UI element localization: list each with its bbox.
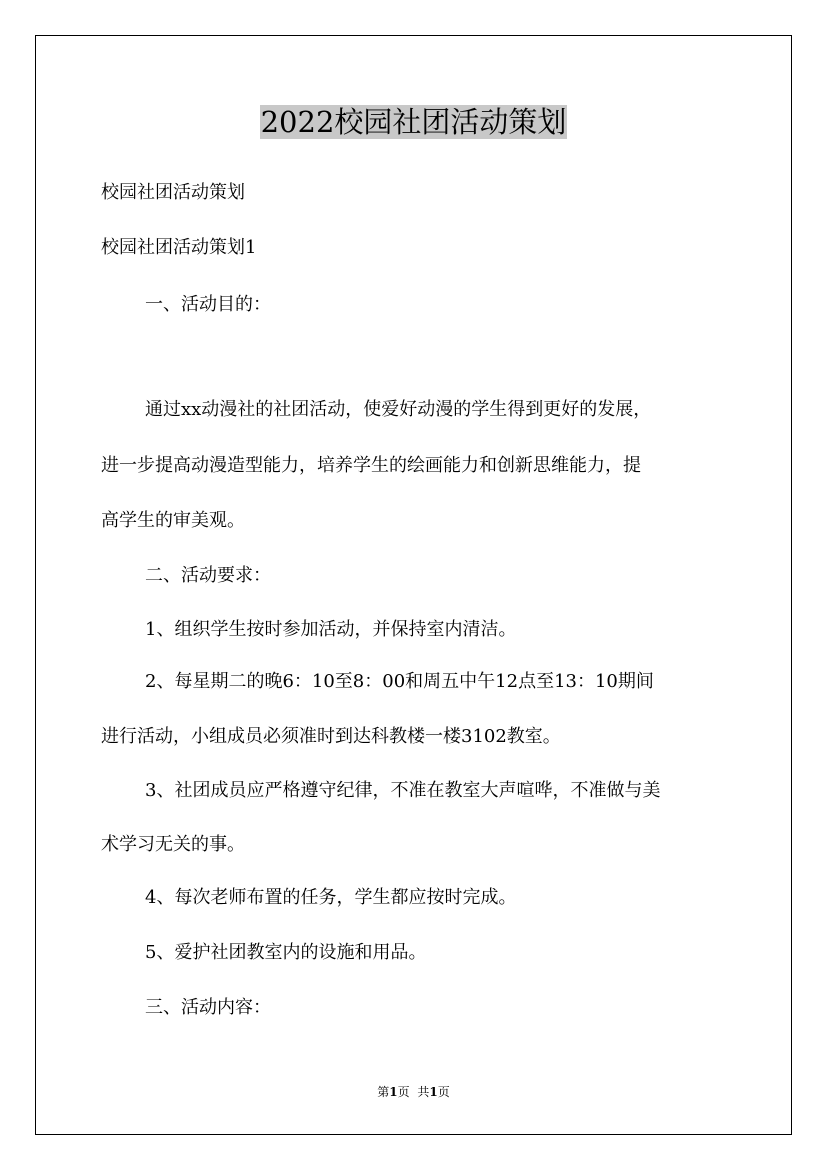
section-heading-plan-1: 校园社团活动策划1 — [101, 237, 257, 258]
paragraph-line: 高学生的审美观。 — [101, 510, 245, 531]
list-item: 4、每次老师布置的任务，学生都应按时完成。 — [145, 887, 517, 908]
footer-page-suffix: 页 — [397, 1085, 410, 1099]
footer-page-prefix: 第 — [377, 1085, 390, 1099]
heading-content: 三、活动内容： — [145, 997, 271, 1018]
list-item-continuation: 术学习无关的事。 — [101, 834, 245, 855]
footer-page-number: 1 — [389, 1085, 398, 1099]
document-title-text: 2022校园社团活动策划 — [260, 105, 567, 139]
footer-total-number: 1 — [429, 1085, 438, 1099]
doc-subtitle: 校园社团活动策划 — [101, 182, 245, 203]
list-item: 2、每星期二的晚6：10至8：00和周五中午12点至13：10期间 — [145, 671, 654, 692]
list-item: 1、组织学生按时参加活动，并保持室内清洁。 — [145, 619, 517, 640]
paragraph-line: 通过xx动漫社的社团活动，使爱好动漫的学生得到更好的发展， — [145, 399, 652, 420]
list-item: 5、爱护社团教室内的设施和用品。 — [145, 942, 427, 963]
footer-total-suffix: 页 — [437, 1085, 450, 1099]
paragraph-line: 进一步提高动漫造型能力，培养学生的绘画能力和创新思维能力，提 — [101, 455, 641, 476]
footer-total-prefix: 共 — [417, 1085, 430, 1099]
heading-purpose: 一、活动目的： — [145, 294, 271, 315]
heading-requirements: 二、活动要求： — [145, 565, 271, 586]
list-item: 3、社团成员应严格遵守纪律，不准在教室大声喧哗，不准做与美 — [145, 780, 661, 801]
list-item-continuation: 进行活动，小组成员必须准时到达科教楼一楼3102教室。 — [101, 726, 561, 747]
page-footer — [0, 1084, 827, 1100]
document-title — [0, 102, 827, 142]
